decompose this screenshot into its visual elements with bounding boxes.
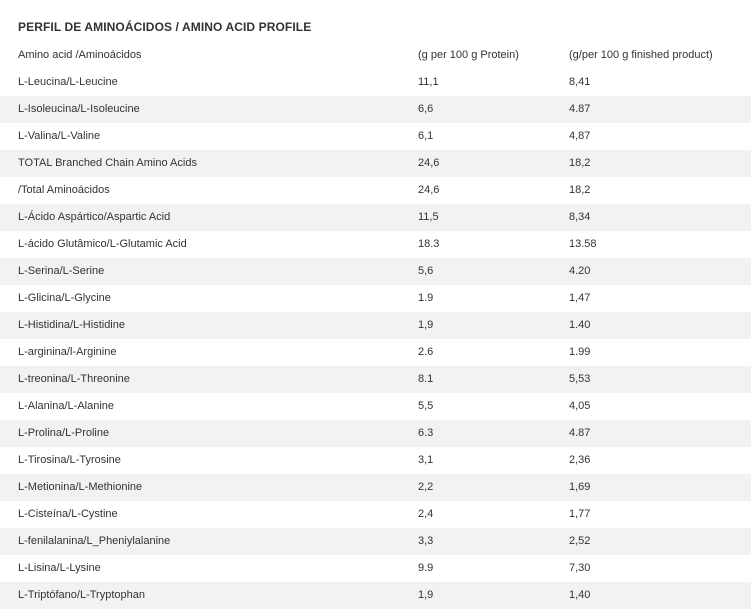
table-row [0, 501, 751, 528]
per-product-value: 1,69 [569, 481, 591, 493]
per-protein-value: 2,2 [418, 481, 434, 493]
per-protein-value: 24,6 [418, 184, 440, 196]
table-row [0, 474, 751, 501]
per-protein-value: 1.9 [418, 292, 434, 304]
per-protein-value: 6.3 [418, 427, 434, 439]
per-product-value: 4.87 [569, 103, 591, 115]
table-row [0, 528, 751, 555]
amino-acid-name: L-arginina/l-Arginine [18, 346, 117, 358]
table-row [0, 150, 751, 177]
table-row [0, 69, 751, 96]
per-protein-value: 6,6 [418, 103, 434, 115]
amino-acid-name: /Total Aminoácidos [18, 184, 110, 196]
table-row [0, 258, 751, 285]
amino-acid-name: L-Tirosina/L-Tyrosine [18, 454, 121, 466]
per-protein-value: 1,9 [418, 589, 434, 601]
amino-acid-name: L-Cisteína/L-Cystine [18, 508, 118, 520]
per-product-value: 18,2 [569, 184, 591, 196]
amino-acid-name: L-Serina/L-Serine [18, 265, 105, 277]
per-product-value: 1.99 [569, 346, 591, 358]
per-product-value: 2,52 [569, 535, 591, 547]
table-row [0, 420, 751, 447]
amino-acid-name: L-Prolina/L-Proline [18, 427, 110, 439]
table-row [0, 555, 751, 582]
per-product-value: 8,34 [569, 211, 591, 223]
per-product-value: 1,47 [569, 292, 591, 304]
table-header-row [0, 42, 751, 69]
per-product-value: 2,36 [569, 454, 591, 466]
amino-acid-name: L-Isoleucina/L-Isoleucine [18, 103, 140, 115]
per-product-value: 1,40 [569, 589, 591, 601]
amino-acid-name: L-Triptófano/L-Tryptophan [18, 589, 145, 601]
per-product-value: 1.40 [569, 319, 591, 331]
table-row [0, 231, 751, 258]
per-product-value: 7,30 [569, 562, 591, 574]
per-product-value: 13.58 [569, 238, 597, 250]
amino-acid-table [0, 42, 751, 609]
amino-acid-name: L-Histidina/L-Histidine [18, 319, 125, 331]
per-protein-value: 11,5 [418, 211, 439, 223]
amino-acid-name: L-Glicina/L-Glycine [18, 292, 111, 304]
per-product-value: 4,87 [569, 130, 591, 142]
amino-acid-name: L-Metionina/L-Methionine [18, 481, 143, 493]
per-protein-value: 2.6 [418, 346, 434, 358]
amino-acid-name: L-Leucina/L-Leucine [18, 76, 118, 88]
per-product-value: 5,53 [569, 373, 591, 385]
per-protein-value: 8.1 [418, 373, 434, 385]
column-header-per-product: (g/per 100 g finished product) [569, 49, 713, 61]
per-product-value: 8,41 [569, 76, 591, 88]
per-product-value: 4,05 [569, 400, 591, 412]
table-row [0, 204, 751, 231]
page-title: PERFIL DE AMINOÁCIDOS / AMINO ACID PROFILE [18, 20, 312, 34]
per-protein-value: 9.9 [418, 562, 434, 574]
per-product-value: 18,2 [569, 157, 591, 169]
amino-acid-name: L-Ácido Aspártico/Aspartic Acid [18, 211, 171, 223]
table-row [0, 177, 751, 204]
per-protein-value: 18.3 [418, 238, 440, 250]
per-protein-value: 3,3 [418, 535, 434, 547]
per-product-value: 4.20 [569, 265, 591, 277]
amino-acid-name: L-Alanina/L-Alanine [18, 400, 115, 412]
table-row [0, 285, 751, 312]
table-row [0, 393, 751, 420]
amino-acid-name: L-Lisina/L-Lysine [18, 562, 101, 574]
table-row [0, 123, 751, 150]
per-protein-value: 5,6 [418, 265, 434, 277]
per-product-value: 1,77 [569, 508, 591, 520]
column-header-per-protein: (g per 100 g Protein) [418, 49, 519, 61]
table-row [0, 96, 751, 123]
amino-acid-name: L-ácido Glutâmico/L-Glutamic Acid [18, 238, 187, 250]
per-protein-value: 6,1 [418, 130, 434, 142]
per-protein-value: 11,1 [418, 76, 439, 88]
table-row [0, 312, 751, 339]
per-protein-value: 1,9 [418, 319, 434, 331]
amino-acid-name: L-treonina/L-Threonine [18, 373, 130, 385]
table-row [0, 339, 751, 366]
per-product-value: 4.87 [569, 427, 591, 439]
table-row [0, 582, 751, 609]
amino-acid-name: TOTAL Branched Chain Amino Acids [18, 157, 197, 169]
table-body [0, 69, 751, 609]
per-protein-value: 3,1 [418, 454, 434, 466]
amino-acid-name: L-fenilalanina/L_Pheniylalanine [18, 535, 171, 547]
per-protein-value: 24,6 [418, 157, 440, 169]
amino-acid-name: L-Valina/L-Valine [18, 130, 101, 142]
column-header-amino-acid: Amino acid /Aminoácidos [18, 49, 142, 61]
table-row [0, 366, 751, 393]
table-row [0, 447, 751, 474]
per-protein-value: 2,4 [418, 508, 434, 520]
per-protein-value: 5,5 [418, 400, 434, 412]
